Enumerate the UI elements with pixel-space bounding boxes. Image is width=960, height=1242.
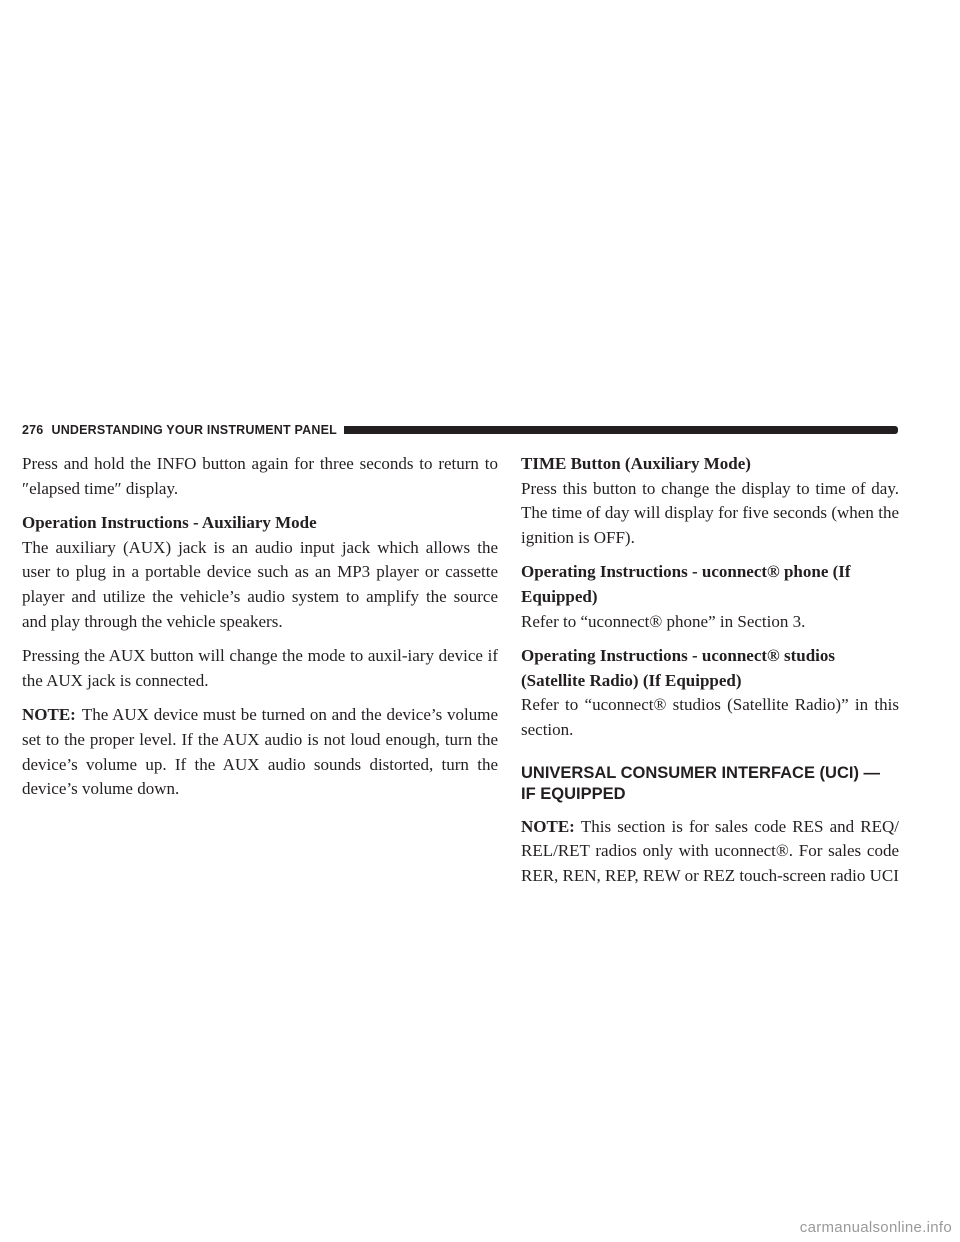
header-rule: [344, 426, 898, 434]
watermark: carmanualsonline.info: [799, 1219, 952, 1236]
right-column: [521, 452, 899, 888]
aux-mode-paragraph: The auxiliary (AUX) jack is an audio input jack which allows the user to plug in a portable device such as an MP3 player or cassette player and utilize the vehicle’s audio system to amplify the source and play through the vehicle speakers.: [22, 537, 498, 631]
note-label: NOTE:: [521, 816, 575, 836]
uci-section-heading: UNIVERSAL CONSUMER INTERFACE (UCI) — IF EQUIPPED: [521, 763, 881, 803]
aux-mode-heading: Operation Instructions - Auxiliary Mode: [22, 513, 317, 533]
left-column: [22, 452, 498, 802]
note-text: The AUX device must be turned on and the device’s volume set to the proper level. If the AUX audio is not loud enough, turn the device’s volume up. If the AUX audio sounds distorted, turn the device’s volume down.: [22, 705, 498, 799]
time-button-heading: TIME Button (Auxiliary Mode): [521, 454, 751, 473]
aux-button-paragraph: Pressing the AUX button will change the mode to auxil-iary device if the AUX jack is connected.: [22, 646, 498, 690]
note-label: NOTE:: [22, 705, 76, 725]
header-title: UNDERSTANDING YOUR INSTRUMENT PANEL: [51, 423, 337, 437]
note-text: This section is for sales code RES and REQ/ REL/RET radios only with uconnect®. For sales code RER, REN, REP, REW or REZ touch-screen radio UCI: [521, 816, 899, 885]
uconnect-phone-paragraph: Refer to “uconnect® phone” in Section 3.: [521, 611, 806, 631]
page-number: 276: [22, 423, 44, 437]
uconnect-studios-paragraph: Refer to “uconnect® studios (Satellite Radio)” in this section.: [521, 695, 899, 739]
uci-note: [521, 815, 899, 889]
aux-note: [22, 703, 498, 801]
time-button-paragraph: Press this button to change the display to time of day. The time of day will display for five seconds (when the ignition is OFF).: [521, 478, 899, 547]
uconnect-studios-heading: Operating Instructions - uconnect® studios (Satellite Radio) (If Equipped): [521, 646, 836, 690]
intro-paragraph: Press and hold the INFO button again for three seconds to return to ″elapsed time″ display.: [22, 454, 498, 498]
page-header: [22, 421, 898, 439]
uconnect-phone-heading: Operating Instructions - uconnect® phone (If Equipped): [521, 562, 851, 606]
